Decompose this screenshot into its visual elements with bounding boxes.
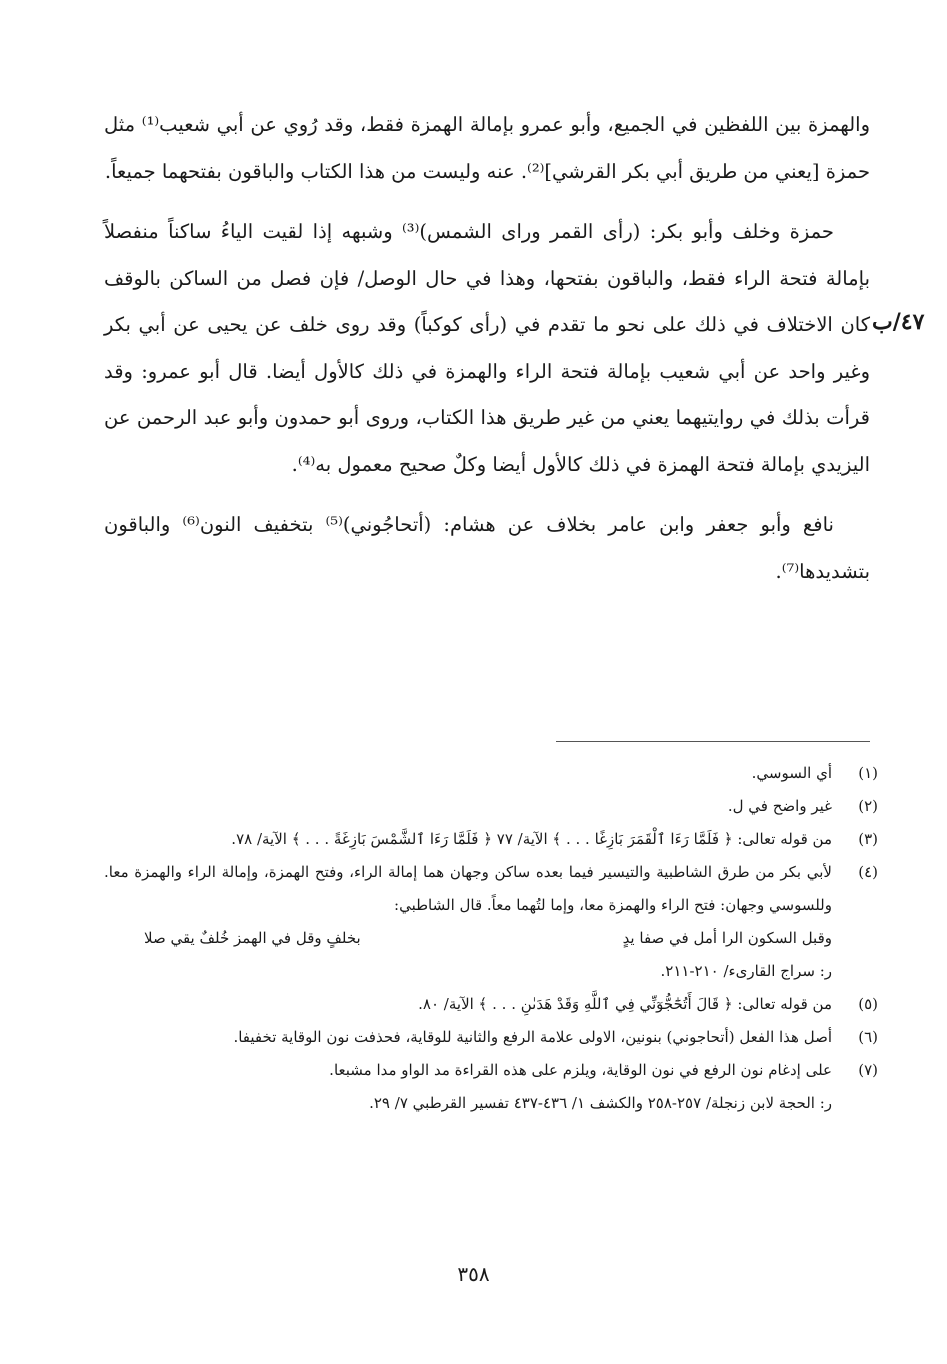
footnote-number: (٢): [858, 797, 878, 815]
footnote-7: [104, 1054, 878, 1087]
paragraph-1: والهمزة بين اللفظين في الجميع، وأبو عمرو بإمالة الهمزة فقط، وقد رُوي عن أبي شعيب⁽¹⁾ مثل حمزة [يعني من طريق أبي بكر القرشي]⁽²⁾. عنه وليست من هذا الكتاب والباقون بفتحهما جميعاً.: [104, 113, 870, 183]
footnote-text: أي السوسي.: [751, 764, 832, 782]
footnote-4-reference: ر: سراج القارىء/ ٢١٠-٢١١.: [660, 962, 832, 980]
footnote-text: غير واضح في ل.: [727, 797, 832, 815]
footnote-number: (٣): [858, 830, 878, 848]
footnote-3: [104, 823, 878, 856]
footnote-2: [104, 790, 878, 823]
footnotes: [104, 757, 878, 1120]
verse-second-hemistich: بخلفٍ وقل في الهمز خُلفٌ يقي صلا: [144, 929, 361, 947]
footnote-number: (٧): [858, 1061, 878, 1079]
footnote-number: (٤): [858, 863, 878, 881]
verse-first-hemistich: وقبل السكون الرا أمل في صفا يدٍ: [622, 929, 832, 947]
poem-verse: [104, 922, 832, 955]
folio-margin-label: ٤٧/ب: [872, 309, 925, 335]
page-number: ٣٥٨: [457, 1262, 490, 1286]
footnote-text: أصل هذا الفعل (أتحاجوني) بنونين، الاولى علامة الرفع والثانية للوقاية، فحذفت نون الوقاية تخفيفا.: [233, 1028, 832, 1046]
footnote-text: على إدغام نون الرفع في نون الوقاية، ويلزم على هذه القراءة مد الواو مدا مشبعا.: [329, 1061, 832, 1079]
paragraph-3: نافع وأبو جعفر وابن عامر بخلاف عن هشام: (أتحاجُوني)⁽⁵⁾ بتخفيف النون⁽⁶⁾ والباقون بتشديدها⁽⁷⁾.: [104, 513, 870, 583]
footnote-text: من قوله تعالى: ﴿ فَلَمَّا رَءَا ٱلْقَمَرَ بَازِغًا . . . ﴾ الآية/ ٧٧ ﴿ فَلَمَّا رَءَا ٱلشَّمْسَ بَازِغَةً . . . ﴾ الآية/ ٧٨.: [231, 830, 832, 848]
footnote-number: (٦): [858, 1028, 878, 1046]
footnote-text: لأبي بكر من طرق الشاطبية والتيسير فيما بعده ساكن وجهان هما إمالة الراء، وفتح الهمزة، وإمالة الراء والهمزة معا. وللسوسي وجهان: فتح الراء والهمزة معا، وإما لتُهما معاً. قال الشاطبي:: [104, 863, 832, 914]
footnote-4: [104, 856, 878, 922]
main-text: [104, 102, 870, 595]
footnote-text: من قوله تعالى: ﴿ قَالَ أَتُحَٰٓجُّوٓنِّي فِي ٱللَّهِ وَقَدْ هَدَىٰنِ . . . ﴾ الآية/ ٨٠.: [418, 995, 832, 1013]
footnote-5: [104, 988, 878, 1021]
paragraph-2: حمزة وخلف وأبو بكر: (رأى القمر وراى الشمس)⁽³⁾ وشبهه إذا لقيت الياءُ ساكناً منفصلاً بإمالة فتحة الراء فقط، والباقون بفتحها، وهذا في حال الوصل/ فإن فصل من الساكن بالوقف كان الاختلاف في ذلك على نحو ما تقدم في (رأى كوكباً) وقد روى خلف عن يحيى عن أبي بكر وغير واحد عن أبي شعيب بإمالة فتحة الراء والهمزة في ذلك كالأول أيضا. قال أبو عمرو: وقد قرأت بذلك في روايتيهما يعني من غير طريق هذا الكتاب، وروى أبو حمدون وأبو عبد الرحمن عن اليزيدي بإمالة فتحة الهمزة في ذلك كالأول أيضا وكلٌ صحيح معمول به⁽⁴⁾.: [104, 220, 870, 476]
footnote-6: [104, 1021, 878, 1054]
footnote-number: (٥): [858, 995, 878, 1013]
footnote-7-reference: ر: الحجة لابن زنجلة/ ٢٥٧-٢٥٨ والكشف ١/ ٤٣٦-٤٣٧ تفسير القرطبي ٧/ ٢٩.: [369, 1094, 832, 1112]
footnote-number: (١): [858, 764, 878, 782]
footnote-divider: [556, 741, 870, 742]
footnote-1: [104, 757, 878, 790]
